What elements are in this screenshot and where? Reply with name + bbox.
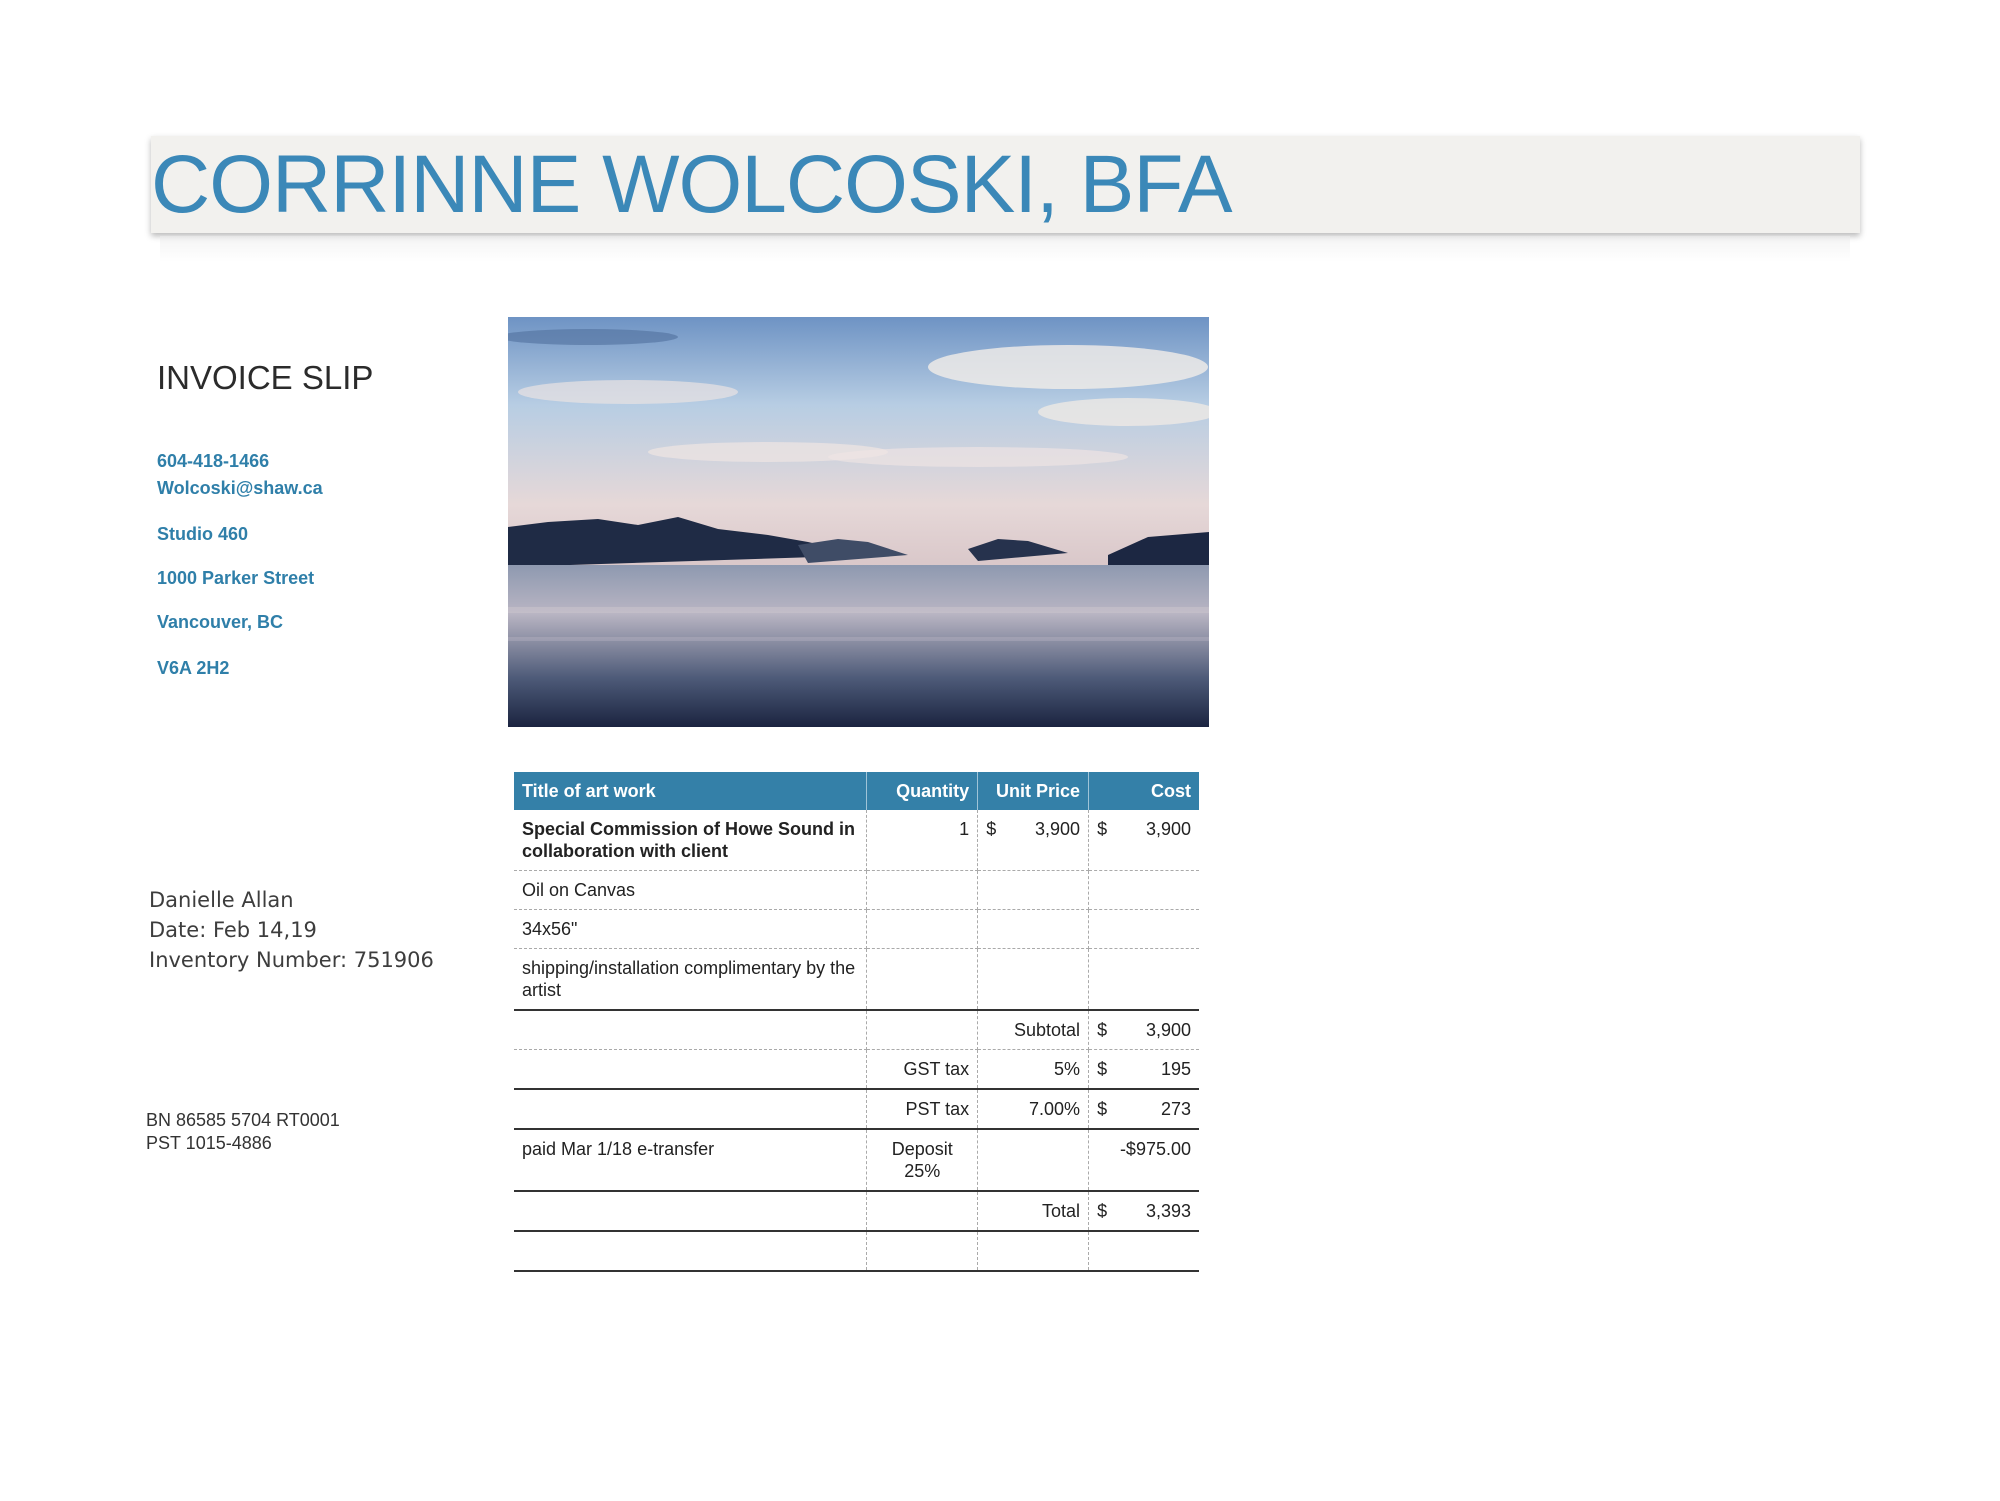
table-row-item xyxy=(514,810,1199,871)
currency-symbol: $ xyxy=(1097,1059,1108,1079)
contact-city: Vancouver, BC xyxy=(157,612,284,632)
currency-symbol: $ xyxy=(1097,1201,1108,1221)
table-row-empty xyxy=(514,1231,1199,1271)
inventory-number: Inventory Number: 751906 xyxy=(149,948,434,972)
total-cell xyxy=(1089,1191,1199,1231)
item-cost-cell xyxy=(1089,810,1199,871)
invoice-table xyxy=(514,772,1199,1272)
contact-phone: 604-418-1466 xyxy=(157,451,270,471)
contact-email: Wolcoski@shaw.ca xyxy=(157,478,323,498)
table-row-subtotal xyxy=(514,1010,1199,1050)
subtotal-cell xyxy=(1089,1010,1199,1050)
table-row-total xyxy=(514,1191,1199,1231)
col-title-header: Title of art work xyxy=(514,772,867,810)
currency-symbol: $ xyxy=(1097,819,1108,839)
col-cost-header: Cost xyxy=(1089,772,1199,810)
table-row-detail xyxy=(514,910,1199,949)
detail-medium: Oil on Canvas xyxy=(514,871,867,910)
pst-value: 273 xyxy=(1160,1099,1191,1119)
artist-name-title: CORRINNE WOLCOSKI, BFA xyxy=(151,139,1232,230)
banner-shadow xyxy=(160,236,1850,262)
invoice-date: Date: Feb 14,19 xyxy=(149,918,317,942)
table-row-pst xyxy=(514,1089,1199,1129)
deposit-value: -$975.00 xyxy=(1089,1129,1199,1191)
item-unit-price: 3,900 xyxy=(1035,819,1081,839)
client-name: Danielle Allan xyxy=(149,888,294,912)
subtotal-label: Subtotal xyxy=(978,1010,1089,1050)
total-label: Total xyxy=(978,1191,1089,1231)
deposit-note: paid Mar 1/18 e-transfer xyxy=(514,1129,867,1191)
item-title: Special Commission of Howe Sound in collaboration with client xyxy=(514,810,867,871)
contact-postal: V6A 2H2 xyxy=(157,658,230,678)
table-header-row xyxy=(514,772,1199,810)
header-banner xyxy=(151,136,1860,233)
pst-cell xyxy=(1089,1089,1199,1129)
table-row-detail xyxy=(514,871,1199,910)
deposit-label: Deposit 25% xyxy=(867,1129,978,1191)
detail-size: 34x56" xyxy=(514,910,867,949)
painting-image xyxy=(508,317,1209,727)
table-row-detail xyxy=(514,949,1199,1011)
col-unit-price-header: Unit Price xyxy=(978,772,1089,810)
business-number: BN 86585 5704 RT0001 xyxy=(146,1110,340,1130)
pst-label: PST tax xyxy=(867,1089,978,1129)
currency-symbol: $ xyxy=(1097,1099,1108,1119)
item-quantity: 1 xyxy=(867,810,978,871)
table-row-deposit xyxy=(514,1129,1199,1191)
detail-shipping: shipping/installation complimentary by the artist xyxy=(514,949,867,1011)
item-unit-price-cell xyxy=(978,810,1089,871)
gst-rate: 5% xyxy=(978,1050,1089,1090)
item-cost: 3,900 xyxy=(1145,819,1191,839)
pst-rate: 7.00% xyxy=(978,1089,1089,1129)
contact-studio: Studio 460 xyxy=(157,524,249,544)
pst-number: PST 1015-4886 xyxy=(146,1133,272,1153)
gst-cell xyxy=(1089,1050,1199,1090)
gst-label: GST tax xyxy=(867,1050,978,1090)
total-value: 3,393 xyxy=(1145,1201,1191,1221)
subtotal-value: 3,900 xyxy=(1145,1020,1191,1040)
currency-symbol: $ xyxy=(986,819,997,839)
gst-value: 195 xyxy=(1160,1059,1191,1079)
table-row-gst xyxy=(514,1050,1199,1090)
invoice-heading: INVOICE SLIP xyxy=(157,359,374,396)
currency-symbol: $ xyxy=(1097,1020,1108,1040)
contact-street: 1000 Parker Street xyxy=(157,568,315,588)
col-quantity-header: Quantity xyxy=(867,772,978,810)
